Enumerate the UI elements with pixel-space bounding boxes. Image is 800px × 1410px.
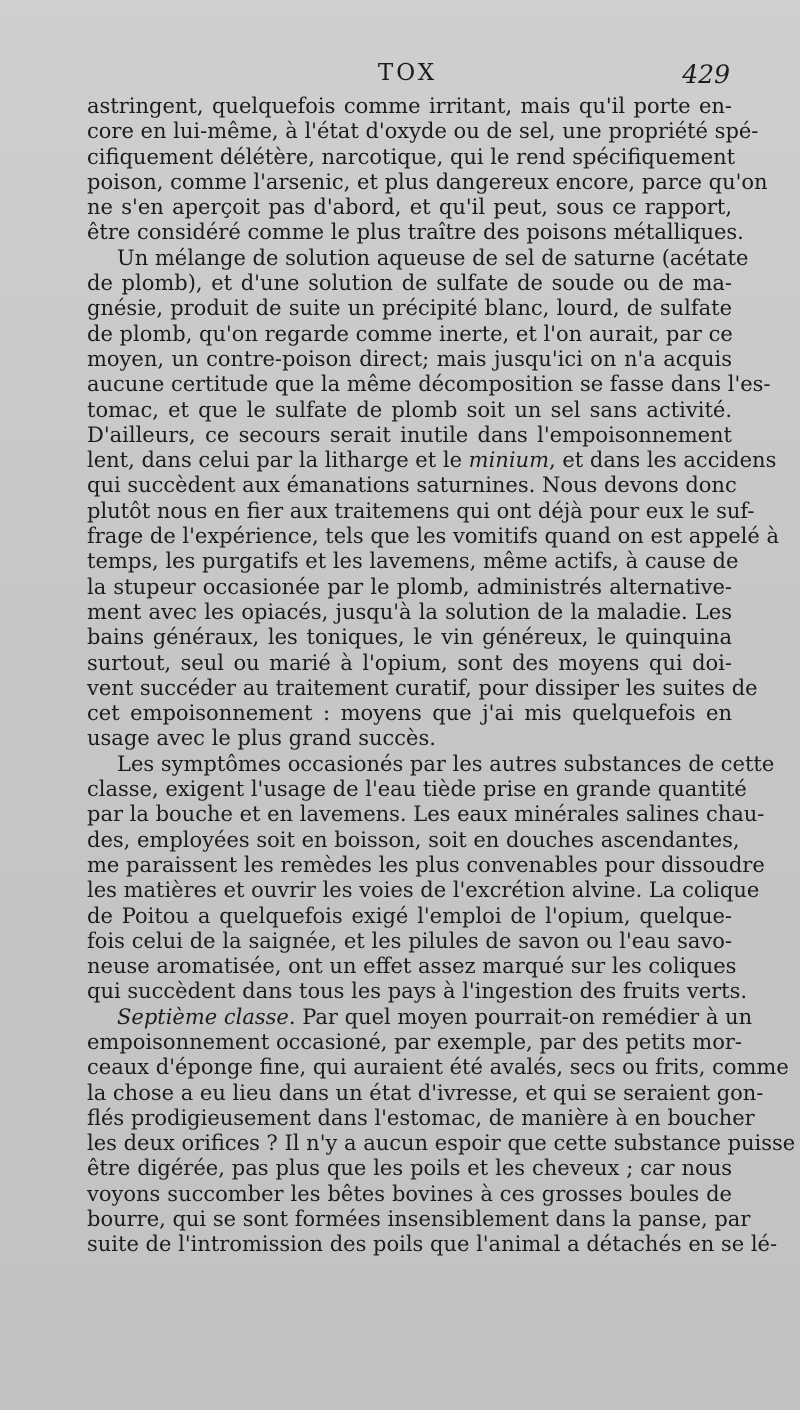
line-text: cifiquement délétère, narcotique, qui le rend spécifiquement	[87, 144, 736, 169]
text-line	[87, 372, 771, 397]
text-line	[87, 878, 760, 903]
line-text: la stupeur occasionée par le plomb, administrés alternative-	[87, 574, 732, 599]
line-text: de plomb), et d'une solution de sulfate de soude ou de ma-	[87, 271, 732, 296]
italic-text: Septième classe.	[117, 1004, 296, 1029]
line-text: cet empoisonnement : moyens que j'ai mis quelquefois en	[87, 701, 732, 726]
text-line	[87, 94, 732, 119]
line-text: les matières et ouvrir les voies de l'excrétion alvine. La colique	[87, 878, 760, 903]
line-text: qui succèdent dans tous les pays à l'ingestion des fruits verts.	[87, 979, 748, 1004]
text-line	[87, 1232, 778, 1257]
line-text: temps, les purgatifs et les lavemens, même actifs, à cause de	[87, 549, 739, 574]
line-text: être digérée, pas plus que les poils et les cheveux ; car nous	[87, 1156, 732, 1181]
line-text: bourre, qui se sont formées insensiblement dans la panse, par	[87, 1207, 751, 1232]
line-text: gnésie, produit de suite un précipité blanc, lourd, de sulfate	[87, 296, 732, 321]
text-line	[87, 144, 736, 170]
text-line	[87, 701, 732, 726]
line-text: , et dans les accidens	[548, 448, 777, 473]
line-text: de plomb, qu'on regarde comme inerte, et l'on aurait, par ce	[87, 321, 733, 346]
text-line	[87, 245, 749, 271]
line-text: surtout, seul ou marié à l'opium, sont des moyens qui doi-	[87, 650, 732, 675]
line-text: vent succéder au traitement curatif, pour dissiper les suites de	[87, 675, 758, 700]
line-text: classe, exigent l'usage de l'eau tiède prise en grande quantité	[87, 777, 747, 802]
text-line	[87, 777, 747, 802]
text-line	[87, 169, 768, 195]
line-text: être considéré comme le plus traître des poisons métalliques.	[87, 220, 744, 245]
text-line	[87, 1131, 796, 1156]
text-line	[87, 1207, 751, 1232]
line-text: des, employées soit en boisson, soit en douches ascendantes,	[87, 827, 740, 852]
line-text: ne s'en aperçoit pas d'abord, et qu'il peut, sous ce rapport,	[87, 195, 732, 220]
text-line	[87, 448, 777, 473]
line-text: Les symptômes occasionés par les autres substances de cette	[117, 751, 775, 776]
italic-text: minium	[468, 448, 549, 473]
text-line	[87, 929, 732, 954]
line-text: usage avec le plus grand succès.	[87, 726, 436, 751]
line-text: D'ailleurs, ce secours serait inutile dans l'empoisonnement	[87, 422, 732, 447]
running-head: TOX	[377, 60, 438, 86]
text-line	[87, 1105, 755, 1131]
page-number: 429	[682, 60, 730, 89]
body-text	[87, 94, 796, 1258]
line-text: moyen, un contre-poison direct; mais jusqu'ici on n'a acquis	[87, 346, 732, 371]
line-text: empoisonnement occasioné, par exemple, par des petits mor-	[87, 1029, 742, 1054]
line-text: lent, dans celui par la litharge et le	[87, 448, 469, 473]
line-text: Un mélange de solution aqueuse de sel de saturne (acétate	[117, 245, 749, 270]
text-line	[87, 473, 737, 498]
line-text: poison, comme l'arsenic, et plus dangereux encore, parce qu'on	[87, 169, 768, 194]
text-line	[87, 1156, 732, 1181]
line-text: tomac, et que le sulfate de plomb soit un sel sans activité.	[87, 397, 732, 422]
text-line	[87, 802, 765, 827]
line-text: neuse aromatisée, ont un effet assez marqué sur les coliques	[87, 954, 737, 979]
text-line	[87, 322, 732, 347]
line-text: plutôt nous en fier aux traitemens qui ont déjà pour eux le suf-	[87, 498, 755, 523]
text-line	[87, 296, 732, 321]
text-line	[87, 675, 758, 701]
text-line	[87, 1029, 742, 1055]
line-text: de Poitou a quelquefois exigé l'emploi de l'opium, quelque-	[87, 903, 732, 928]
text-line	[87, 347, 732, 372]
text-line	[87, 524, 779, 549]
text-line	[87, 1055, 789, 1080]
text-line	[87, 1004, 753, 1030]
line-text: core en lui-même, à l'état d'oxyde ou de sel, une propriété spé-	[87, 119, 759, 144]
text-line	[87, 979, 748, 1004]
line-text: bains généraux, les toniques, le vin généreux, le quinquina	[87, 625, 732, 650]
text-line	[87, 726, 732, 751]
text-line	[87, 575, 732, 600]
line-text: suite de l'intromission des poils que l'animal a détachés en se lé-	[87, 1232, 778, 1257]
text-line	[87, 498, 755, 524]
line-text: voyons succomber les bêtes bovines à ces grosses boules de	[87, 1181, 732, 1206]
text-line	[87, 549, 739, 574]
text-line	[87, 220, 744, 245]
text-line	[87, 827, 740, 853]
text-line	[87, 651, 732, 676]
line-text: flés prodigieusement dans l'estomac, de manière à en boucher	[87, 1105, 755, 1130]
text-line	[87, 904, 732, 929]
line-text: ceaux d'éponge fine, qui auraient été avalés, secs ou frits, comme	[87, 1055, 789, 1080]
text-line	[87, 195, 732, 220]
text-line	[87, 271, 732, 296]
line-text: astringent, quelquefois comme irritant, mais qu'il porte en-	[87, 94, 732, 118]
line-text: ment avec les opiacés, jusqu'à la solution de la maladie. Les	[87, 599, 732, 624]
text-line	[87, 398, 732, 423]
text-line	[87, 852, 765, 878]
line-text: par la bouche et en lavemens. Les eaux minérales salines chau-	[87, 802, 765, 827]
line-text: fois celui de la saignée, et les pilules de savon ou l'eau savo-	[87, 928, 732, 953]
text-line	[87, 119, 759, 144]
text-line	[87, 600, 732, 625]
line-text: la chose a eu lieu dans un état d'ivresse, et qui se seraient gon-	[87, 1080, 764, 1105]
line-text: aucune certitude que la même décomposition se fasse dans l'es-	[87, 372, 771, 397]
text-line	[87, 423, 732, 448]
line-text: Par quel moyen pourrait-on remédier à un	[295, 1004, 753, 1029]
text-line	[87, 1080, 764, 1106]
text-line	[87, 1182, 732, 1207]
line-text: me paraissent les remèdes les plus convenables pour dissoudre	[87, 852, 765, 877]
text-line	[87, 954, 737, 979]
line-text: frage de l'expérience, tels que les vomitifs quand on est appelé à	[87, 524, 779, 549]
line-text: qui succèdent aux émanations saturnines. Nous devons donc	[87, 473, 737, 498]
text-line	[87, 751, 775, 777]
page-header	[85, 58, 730, 94]
line-text: les deux orifices ? Il n'y a aucun espoir que cette substance puisse	[87, 1131, 796, 1156]
text-line	[87, 625, 732, 650]
